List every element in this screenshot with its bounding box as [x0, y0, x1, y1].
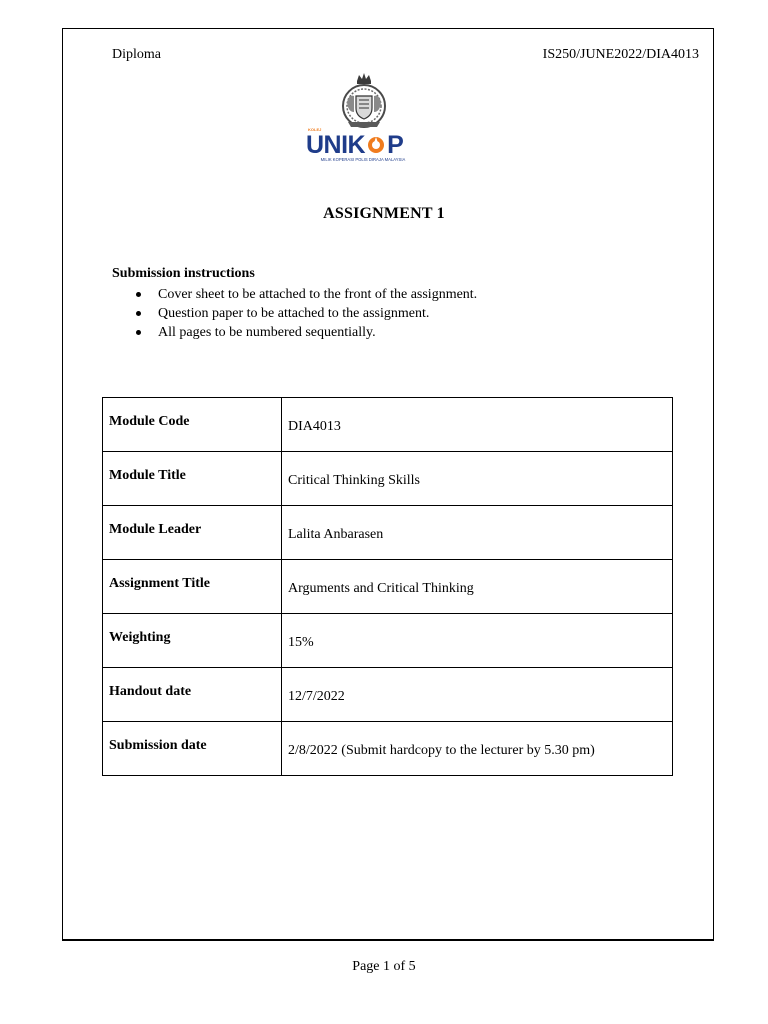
row-label: Module Code: [103, 398, 282, 452]
badge-o-icon: [366, 135, 386, 155]
wordmark-subtitle: MILIK KOPERASI POLIS DIRAJA MALAYSIA: [320, 157, 406, 162]
bullet-icon: [136, 292, 141, 297]
header-reference: IS250/JUNE2022/DIA4013: [542, 47, 699, 62]
module-info-table: [102, 397, 673, 776]
wordmark-name: UNIK P: [306, 131, 404, 159]
list-item: Cover sheet to be attached to the front of the assignment.: [133, 285, 477, 304]
row-value: 2/8/2022 (Submit hardcopy to the lecturer by 5.30 pm): [282, 722, 673, 776]
bullet-icon: [136, 311, 141, 316]
header-program: Diploma: [112, 47, 161, 62]
row-value: 15%: [282, 614, 673, 668]
table-row: [103, 452, 673, 506]
row-value: Arguments and Critical Thinking: [282, 560, 673, 614]
document-title: ASSIGNMENT 1: [323, 205, 445, 222]
row-label: Module Leader: [103, 506, 282, 560]
table-row: [103, 668, 673, 722]
table-row: [103, 614, 673, 668]
table-row: [103, 398, 673, 452]
row-label: Weighting: [103, 614, 282, 668]
police-crest-icon: [339, 72, 389, 130]
list-item: All pages to be numbered sequentially.: [133, 323, 477, 342]
row-label: Handout date: [103, 668, 282, 722]
college-logo: [304, 72, 422, 164]
table-row: [103, 560, 673, 614]
page-number: Page 1 of 5: [352, 959, 416, 974]
row-label: Submission date: [103, 722, 282, 776]
table-row: [103, 722, 673, 776]
row-value: 12/7/2022: [282, 668, 673, 722]
college-wordmark: [304, 127, 422, 159]
row-label: Module Title: [103, 452, 282, 506]
row-value: Critical Thinking Skills: [282, 452, 673, 506]
instructions-heading: Submission instructions: [112, 266, 255, 281]
instructions-list: [133, 285, 477, 342]
row-value: DIA4013: [282, 398, 673, 452]
row-value: Lalita Anbarasen: [282, 506, 673, 560]
table-row: [103, 506, 673, 560]
row-label: Assignment Title: [103, 560, 282, 614]
wordmark-kolej: KOLEJ: [308, 127, 322, 132]
list-item: Question paper to be attached to the assignment.: [133, 304, 477, 323]
bullet-icon: [136, 330, 141, 335]
